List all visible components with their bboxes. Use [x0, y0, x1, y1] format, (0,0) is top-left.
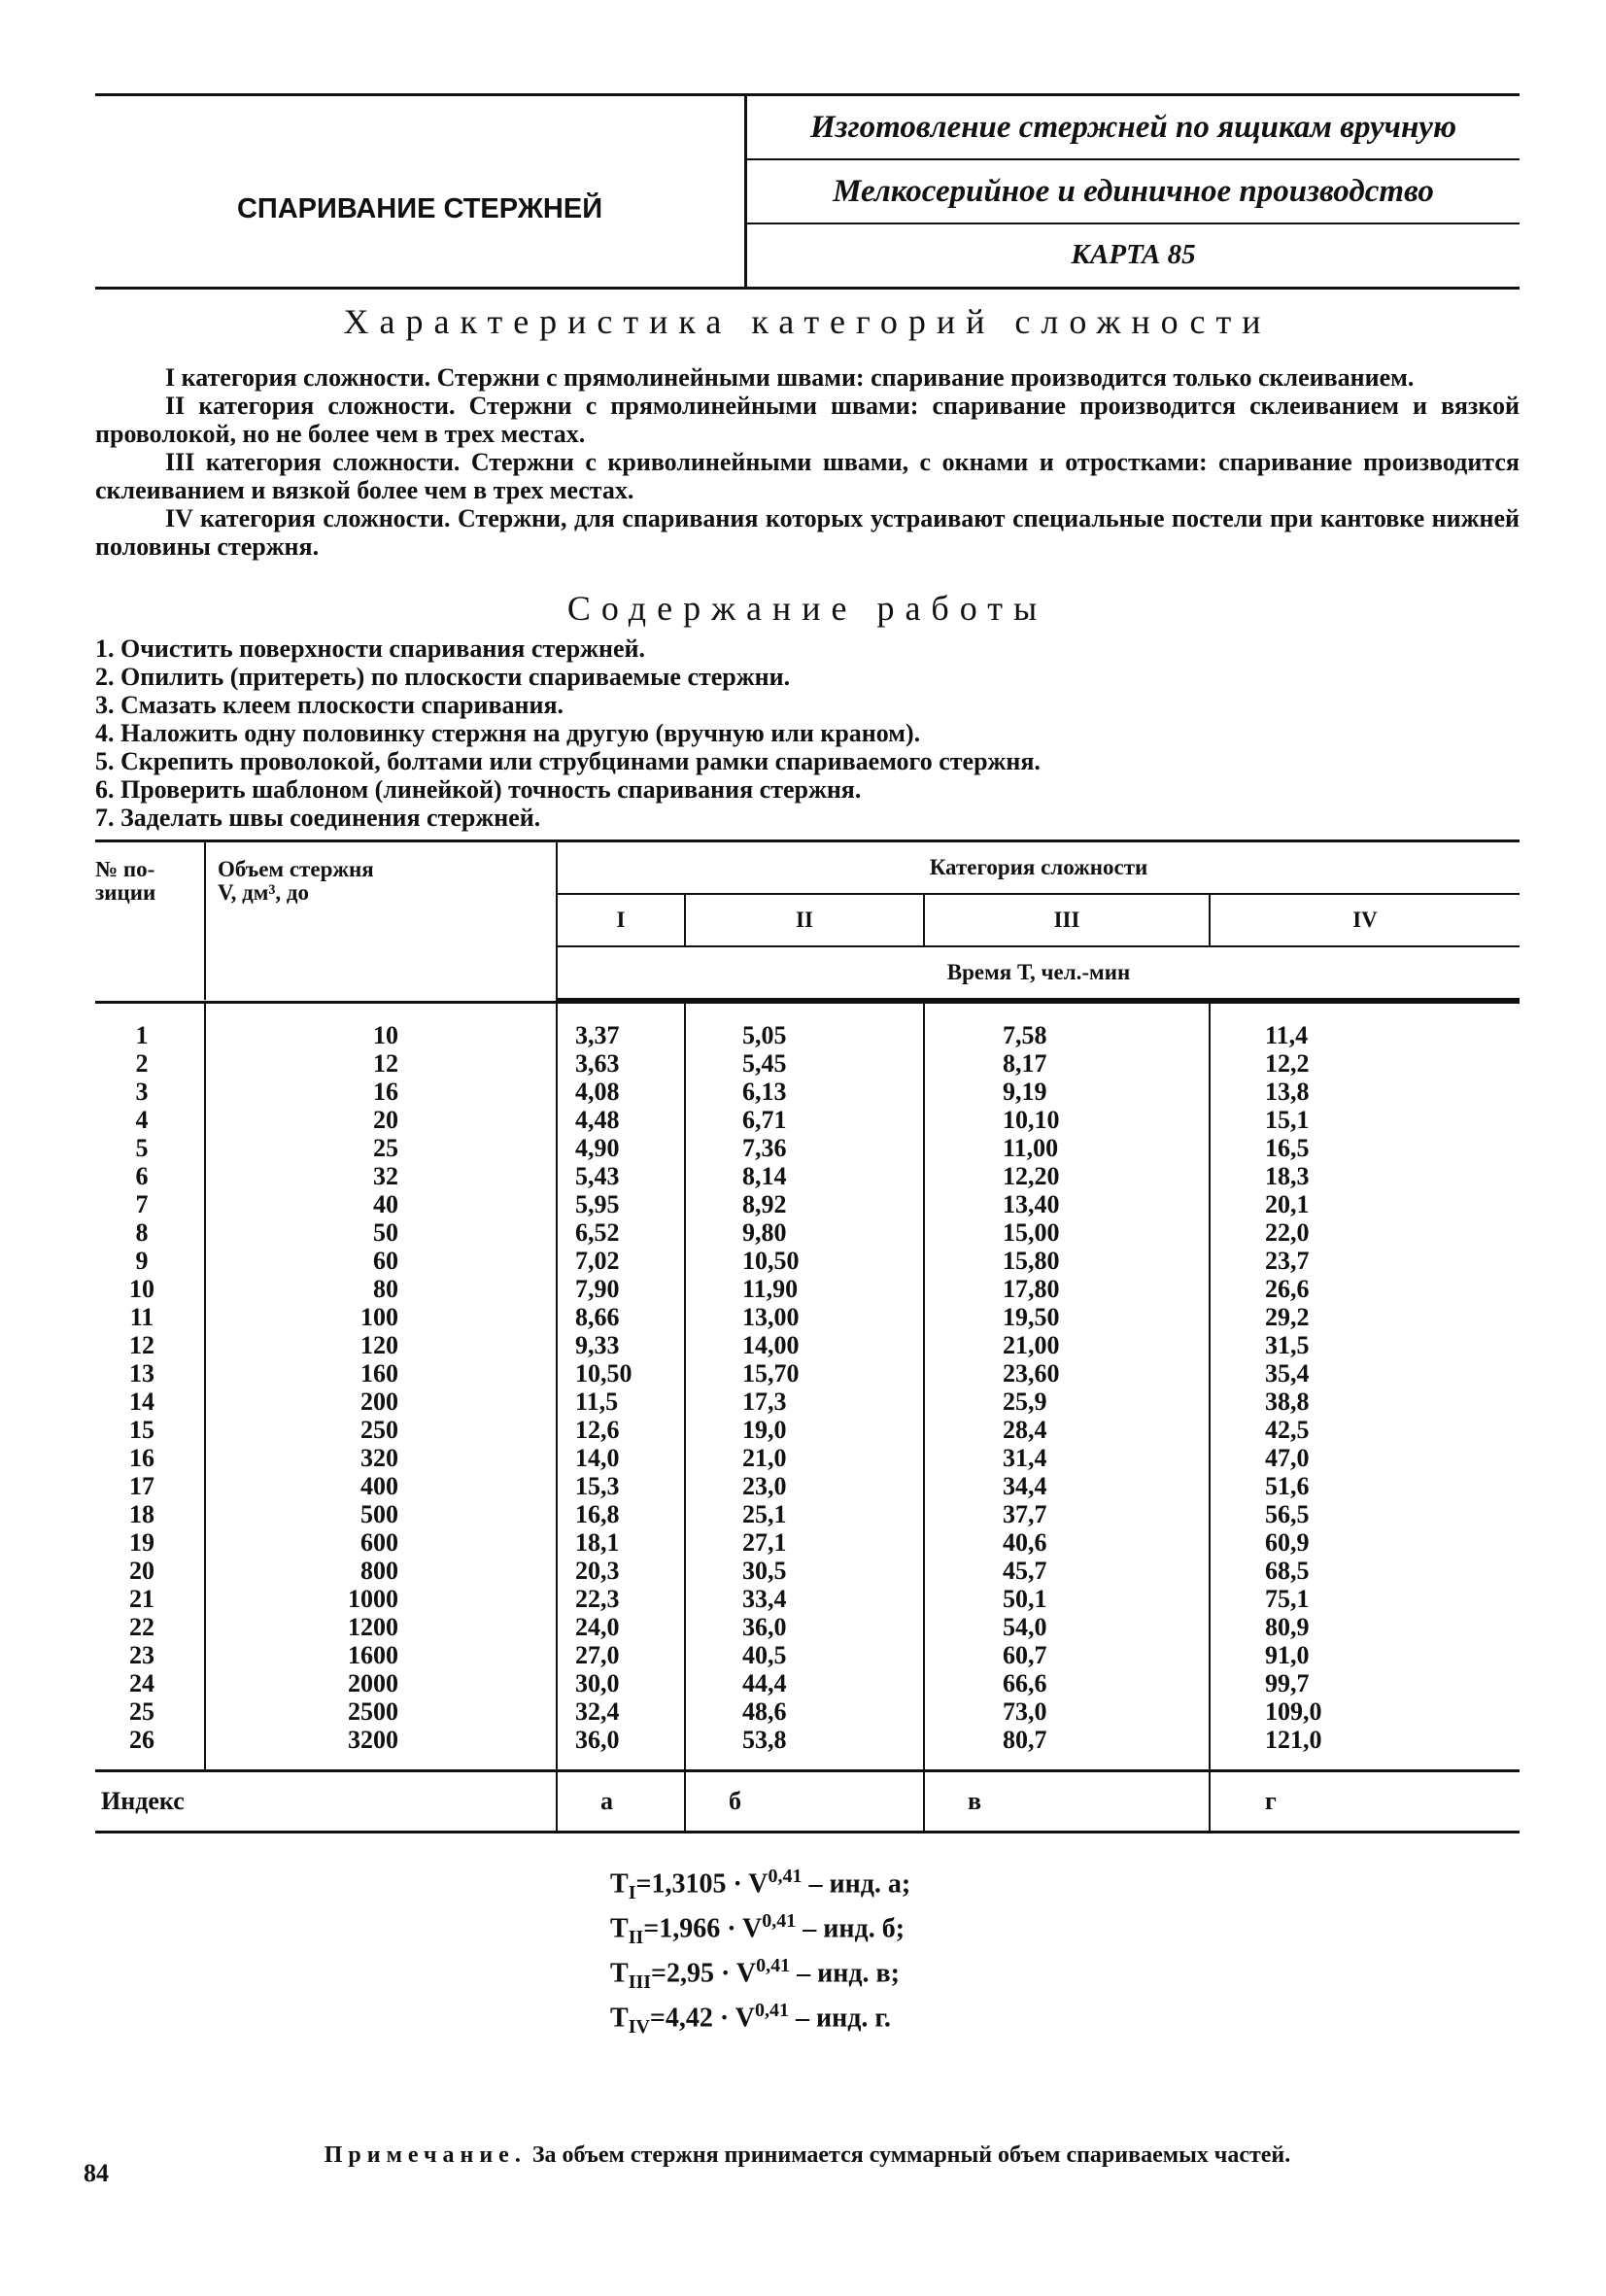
- formula-index: – инд. а;: [802, 1868, 911, 1900]
- table-cell: 17: [95, 1472, 205, 1500]
- formula-symbol: T: [610, 1868, 629, 1900]
- table-cell: 13,40: [924, 1190, 1210, 1218]
- index-label: Индекс: [95, 1771, 557, 1833]
- category-2-description: II категория сложности. Стержни с прямолинейными швами: спаривание производится склеиванием и вязкой проволокой, но не более чем в трех местах.: [95, 392, 1520, 448]
- document-page: [95, 93, 1520, 2169]
- table-cell: 26: [95, 1726, 205, 1771]
- table-cell: 15,80: [924, 1247, 1210, 1275]
- table-cell: 5: [95, 1134, 205, 1162]
- table-cell: 40: [205, 1190, 557, 1218]
- table-cell: 7,90: [557, 1275, 685, 1303]
- index-value: а: [557, 1771, 685, 1833]
- column-header-volume-text: Объем стержня V, дм³, до: [218, 857, 374, 905]
- table-cell: 20: [205, 1106, 557, 1134]
- table-row: [95, 1726, 1520, 1771]
- table-cell: 17,80: [924, 1275, 1210, 1303]
- table-cell: 15,70: [685, 1359, 924, 1388]
- formula-subscript: III: [628, 1970, 652, 1993]
- table-cell: 7,58: [924, 1003, 1210, 1050]
- table-cell: 3,37: [557, 1003, 685, 1050]
- work-step: 3. Смазать клеем плоскости спаривания.: [95, 691, 564, 719]
- table-cell: 37,7: [924, 1500, 1210, 1528]
- table-cell: 27,0: [557, 1641, 685, 1669]
- table-cell: 500: [205, 1500, 557, 1528]
- table-cell: 16,5: [1265, 1134, 1310, 1162]
- table-cell: 120: [205, 1331, 557, 1359]
- time-norms-table: [95, 840, 1520, 1833]
- table-row: [95, 1106, 1520, 1134]
- formula-index: – инд. г.: [788, 2003, 891, 2034]
- table-cell: 50,1: [924, 1585, 1210, 1613]
- table-cell: 26,6: [1265, 1275, 1310, 1303]
- formula-coefficient: =2,95 · V: [651, 1958, 757, 1989]
- table-cell: 18,3: [1265, 1162, 1310, 1190]
- table-cell: 200: [205, 1388, 557, 1416]
- table-row: [95, 1359, 1520, 1388]
- table-row: [95, 1218, 1520, 1247]
- table-cell: 9,33: [557, 1331, 685, 1359]
- table-cell: 60,9: [1265, 1528, 1310, 1557]
- header-left-cell: [95, 96, 747, 287]
- table-cell: 1: [95, 1003, 205, 1050]
- table-cell: 14: [95, 1388, 205, 1416]
- characteristics-title: Характеристика категорий сложности: [343, 302, 1272, 341]
- table-row: [95, 1613, 1520, 1641]
- table-cell: 25: [205, 1134, 557, 1162]
- table-cell: 4,90: [557, 1134, 685, 1162]
- table-cell: 9,80: [685, 1218, 924, 1247]
- formula-line: [610, 1863, 1520, 1907]
- table-cell: 5,95: [557, 1190, 685, 1218]
- table-row: [95, 1641, 1520, 1669]
- table-cell: 6,71: [685, 1106, 924, 1134]
- category-header-1: I: [557, 894, 685, 946]
- formula-line: [610, 1952, 1520, 1997]
- table-cell: 24: [95, 1669, 205, 1697]
- table-cell: 3,63: [557, 1049, 685, 1078]
- table-cell: 56,5: [1265, 1500, 1310, 1528]
- table-cell: 11,5: [557, 1388, 685, 1416]
- table-cell: 33,4: [685, 1585, 924, 1613]
- table-row: [95, 1528, 1520, 1557]
- table-cell: 22: [95, 1613, 205, 1641]
- table-cell: 9: [95, 1247, 205, 1275]
- index-row: [95, 1771, 1520, 1833]
- time-unit-header: Время Т, чел.-мин: [557, 946, 1520, 1000]
- table-cell: 53,8: [685, 1726, 924, 1771]
- formula-exponent: 0,41: [756, 1954, 791, 1976]
- table-cell: 24,0: [557, 1613, 685, 1641]
- table-row: [95, 1472, 1520, 1500]
- category-descriptions: [95, 363, 1520, 561]
- table-cell: 36,0: [685, 1613, 924, 1641]
- table-cell: 4,08: [557, 1078, 685, 1106]
- card-header: [95, 93, 1520, 290]
- table-cell: 45,7: [924, 1557, 1210, 1585]
- table-cell: 50: [205, 1218, 557, 1247]
- column-header-category: Категория сложности: [557, 841, 1520, 895]
- page-number: 84: [84, 2159, 109, 2187]
- table-row: [95, 1500, 1520, 1528]
- table-cell: 600: [205, 1528, 557, 1557]
- table-cell: 11,90: [685, 1275, 924, 1303]
- table-cell: 10,50: [685, 1247, 924, 1275]
- table-cell: 14,00: [685, 1331, 924, 1359]
- table-cell: 4: [95, 1106, 205, 1134]
- work-step: 7. Заделать швы соединения стержней.: [95, 804, 541, 832]
- table-cell: 48,6: [685, 1697, 924, 1726]
- table-cell: 18,1: [557, 1528, 685, 1557]
- table-cell: 320: [205, 1444, 557, 1472]
- table-body: [95, 1003, 1520, 1771]
- table-row: [95, 1388, 1520, 1416]
- table-cell: 66,6: [924, 1669, 1210, 1697]
- table-cell: 7,02: [557, 1247, 685, 1275]
- table-cell: 8,66: [557, 1303, 685, 1331]
- formula-coefficient: =4,42 · V: [649, 2003, 755, 2034]
- table-cell: 20,3: [557, 1557, 685, 1585]
- table-cell: 3: [95, 1078, 205, 1106]
- table-row: [95, 1049, 1520, 1078]
- table-cell: 44,4: [685, 1669, 924, 1697]
- table-cell: 7: [95, 1190, 205, 1218]
- table-row: [95, 1247, 1520, 1275]
- table-cell: 2500: [205, 1697, 557, 1726]
- index-value: в: [924, 1771, 1210, 1833]
- table-cell: 30,5: [685, 1557, 924, 1585]
- table-cell: 23: [95, 1641, 205, 1669]
- table-cell: 91,0: [1265, 1641, 1310, 1669]
- table-row: [95, 1078, 1520, 1106]
- table-cell: 10: [205, 1003, 557, 1050]
- table-cell: 10,10: [924, 1106, 1210, 1134]
- note: [95, 2142, 1520, 2169]
- table-cell: 11,4: [1265, 1021, 1309, 1049]
- formula-exponent: 0,41: [768, 1866, 803, 1887]
- table-cell: 121,0: [1265, 1726, 1322, 1754]
- card-number: КАРТА 85: [1071, 238, 1196, 270]
- formula-line: [610, 1907, 1520, 1952]
- formula-coefficient: =1,966 · V: [643, 1913, 763, 1944]
- category-header-3: III: [924, 894, 1210, 946]
- table-cell: 12: [205, 1049, 557, 1078]
- table-cell: 42,5: [1265, 1416, 1310, 1444]
- table-cell: 31,5: [1265, 1331, 1310, 1359]
- table-cell: 68,5: [1265, 1557, 1310, 1585]
- table-cell: 8,14: [685, 1162, 924, 1190]
- table-cell: 25: [95, 1697, 205, 1726]
- category-header-4: IV: [1210, 894, 1520, 946]
- table-cell: 250: [205, 1416, 557, 1444]
- table-cell: 11: [95, 1303, 205, 1331]
- table-cell: 2000: [205, 1669, 557, 1697]
- table-cell: 80,9: [1265, 1613, 1310, 1641]
- table-cell: 73,0: [924, 1697, 1210, 1726]
- table-cell: 21,00: [924, 1331, 1210, 1359]
- table-cell: 23,0: [685, 1472, 924, 1500]
- table-cell: 5,43: [557, 1162, 685, 1190]
- table-row: [95, 1669, 1520, 1697]
- index-value: б: [685, 1771, 924, 1833]
- table-cell: 6,52: [557, 1218, 685, 1247]
- table-cell: 32: [205, 1162, 557, 1190]
- table-cell: 31,4: [924, 1444, 1210, 1472]
- formula-line: [610, 1997, 1520, 2041]
- work-step: 4. Наложить одну половинку стержня на другую (вручную или краном).: [95, 719, 921, 747]
- table-cell: 35,4: [1265, 1359, 1310, 1388]
- category-header-2: II: [685, 894, 924, 946]
- table-cell: 1000: [205, 1585, 557, 1613]
- table-cell: 22,0: [1265, 1218, 1310, 1247]
- table-cell: 13,8: [1265, 1078, 1310, 1106]
- table-cell: 25,9: [924, 1388, 1210, 1416]
- table-row: [95, 1444, 1520, 1472]
- formula-symbol: T: [610, 1958, 629, 1989]
- table-cell: 400: [205, 1472, 557, 1500]
- table-cell: 19: [95, 1528, 205, 1557]
- table-cell: 40,5: [685, 1641, 924, 1669]
- table-cell: 38,8: [1265, 1388, 1310, 1416]
- table-cell: 9,19: [924, 1078, 1210, 1106]
- formula-symbol: T: [610, 1913, 629, 1944]
- table-cell: 47,0: [1265, 1444, 1310, 1472]
- table-cell: 8,92: [685, 1190, 924, 1218]
- table-row: [95, 1331, 1520, 1359]
- formula-index: – инд. б;: [796, 1913, 906, 1944]
- table-cell: 28,4: [924, 1416, 1210, 1444]
- table-cell: 1200: [205, 1613, 557, 1641]
- index-value: г: [1210, 1771, 1520, 1833]
- production-type: Мелкосерийное и единичное производство: [747, 160, 1520, 224]
- table-cell: 60: [205, 1247, 557, 1275]
- table-cell: 22,3: [557, 1585, 685, 1613]
- formula-exponent: 0,41: [762, 1909, 797, 1932]
- category-1-description: I категория сложности. Стержни с прямолинейными швами: спаривание производится только склеиванием.: [165, 363, 1415, 392]
- table-cell: 11,00: [924, 1134, 1210, 1162]
- table-cell: 8,17: [924, 1049, 1210, 1078]
- table-cell: 25,1: [685, 1500, 924, 1528]
- table-cell: 15,3: [557, 1472, 685, 1500]
- table-cell: 800: [205, 1557, 557, 1585]
- table-cell: 23,60: [924, 1359, 1210, 1388]
- formula-coefficient: =1,3105 · V: [635, 1868, 769, 1900]
- category-4-description: IV категория сложности. Стержни, для спаривания которых устраивают специальные постели при кантовке нижней половины стержня.: [95, 504, 1520, 561]
- table-cell: 21: [95, 1585, 205, 1613]
- table-cell: 27,1: [685, 1528, 924, 1557]
- table-cell: 14,0: [557, 1444, 685, 1472]
- table-cell: 16,8: [557, 1500, 685, 1528]
- table-cell: 19,0: [685, 1416, 924, 1444]
- work-step: 6. Проверить шаблоном (линейкой) точность спаривания стержня.: [95, 775, 862, 804]
- table-cell: 13: [95, 1359, 205, 1388]
- table-cell: 12,2: [1265, 1049, 1310, 1078]
- column-header-position: [95, 841, 205, 1000]
- formula-index: – инд. в;: [790, 1958, 900, 1989]
- table-cell: 80: [205, 1275, 557, 1303]
- table-cell: 21,0: [685, 1444, 924, 1472]
- table-cell: 20: [95, 1557, 205, 1585]
- table-cell: 10: [95, 1275, 205, 1303]
- table-row: [95, 1416, 1520, 1444]
- table-cell: 160: [205, 1359, 557, 1388]
- table-cell: 12,20: [924, 1162, 1210, 1190]
- table-cell: 29,2: [1265, 1303, 1310, 1331]
- table-cell: 12,6: [557, 1416, 685, 1444]
- table-cell: 15,00: [924, 1218, 1210, 1247]
- header-right-cell: [747, 96, 1520, 287]
- formula-subscript: IV: [628, 2015, 650, 2038]
- table-cell: 32,4: [557, 1697, 685, 1726]
- table-cell: 54,0: [924, 1613, 1210, 1641]
- formula-exponent: 0,41: [754, 1999, 789, 2021]
- table-cell: 109,0: [1265, 1697, 1322, 1726]
- table-cell: 13,00: [685, 1303, 924, 1331]
- operation-title: СПАРИВАНИЕ СТЕРЖНЕЙ: [236, 192, 603, 224]
- table-cell: 75,1: [1265, 1585, 1310, 1613]
- table-cell: 80,7: [924, 1726, 1210, 1771]
- category-3-description: III категория сложности. Стержни с криволинейными швами, с окнами и отростками: спаривание производится склеиванием и вязкой более чем в трех местах.: [95, 448, 1520, 504]
- process-type: Изготовление стержней по ящикам вручную: [747, 96, 1520, 160]
- note-text: За объем стержня принимается суммарный объем спариваемых частей.: [526, 2142, 1291, 2168]
- table-cell: 19,50: [924, 1303, 1210, 1331]
- formulas-block: [610, 1863, 1520, 2041]
- table-cell: 20,1: [1265, 1190, 1310, 1218]
- formula-symbol: T: [610, 2003, 629, 2034]
- table-cell: 51,6: [1265, 1472, 1310, 1500]
- table-cell: 15,1: [1265, 1106, 1310, 1134]
- table-cell: 6: [95, 1162, 205, 1190]
- table-cell: 16: [205, 1078, 557, 1106]
- table-cell: 36,0: [557, 1726, 685, 1771]
- table-cell: 5,45: [685, 1049, 924, 1078]
- table-cell: 16: [95, 1444, 205, 1472]
- table-cell: 3200: [205, 1726, 557, 1771]
- table-cell: 100: [205, 1303, 557, 1331]
- table-row: [95, 1303, 1520, 1331]
- table-row: [95, 1275, 1520, 1303]
- table-cell: 12: [95, 1331, 205, 1359]
- formula-subscript: II: [628, 1926, 644, 1948]
- table-cell: 1600: [205, 1641, 557, 1669]
- work-content-title: Содержание работы: [566, 589, 1048, 628]
- table-cell: 10,50: [557, 1359, 685, 1388]
- table-row: [95, 1003, 1520, 1050]
- table-cell: 30,0: [557, 1669, 685, 1697]
- column-header-volume: [205, 841, 557, 1000]
- table-row: [95, 1697, 1520, 1726]
- table-cell: 17,3: [685, 1388, 924, 1416]
- column-header-position-text: № по- зиции: [95, 857, 156, 905]
- work-step: 1. Очистить поверхности спаривания стержней.: [95, 634, 646, 663]
- work-step: 5. Скрепить проволокой, болтами или струбцинами рамки спариваемого стержня.: [95, 747, 1041, 775]
- table-cell: 40,6: [924, 1528, 1210, 1557]
- table-cell: 34,4: [924, 1472, 1210, 1500]
- table-cell: 23,7: [1265, 1247, 1310, 1275]
- formula-subscript: I: [628, 1881, 636, 1903]
- work-step: 2. Опилить (притереть) по плоскости спариваемые стержни.: [95, 663, 791, 691]
- table-cell: 15: [95, 1416, 205, 1444]
- table-cell: 4,48: [557, 1106, 685, 1134]
- table-cell: 99,7: [1265, 1669, 1310, 1697]
- table-row: [95, 1557, 1520, 1585]
- table-row: [95, 1134, 1520, 1162]
- note-label: Примечание.: [324, 2142, 527, 2168]
- table-cell: 18: [95, 1500, 205, 1528]
- table-cell: 60,7: [924, 1641, 1210, 1669]
- table-cell: 6,13: [685, 1078, 924, 1106]
- table-row: [95, 1585, 1520, 1613]
- table-cell: 2: [95, 1049, 205, 1078]
- table-row: [95, 1162, 1520, 1190]
- table-cell: 5,05: [685, 1003, 924, 1050]
- table-cell: 7,36: [685, 1134, 924, 1162]
- table-cell: 8: [95, 1218, 205, 1247]
- work-steps-list: [95, 634, 1520, 832]
- table-row: [95, 1190, 1520, 1218]
